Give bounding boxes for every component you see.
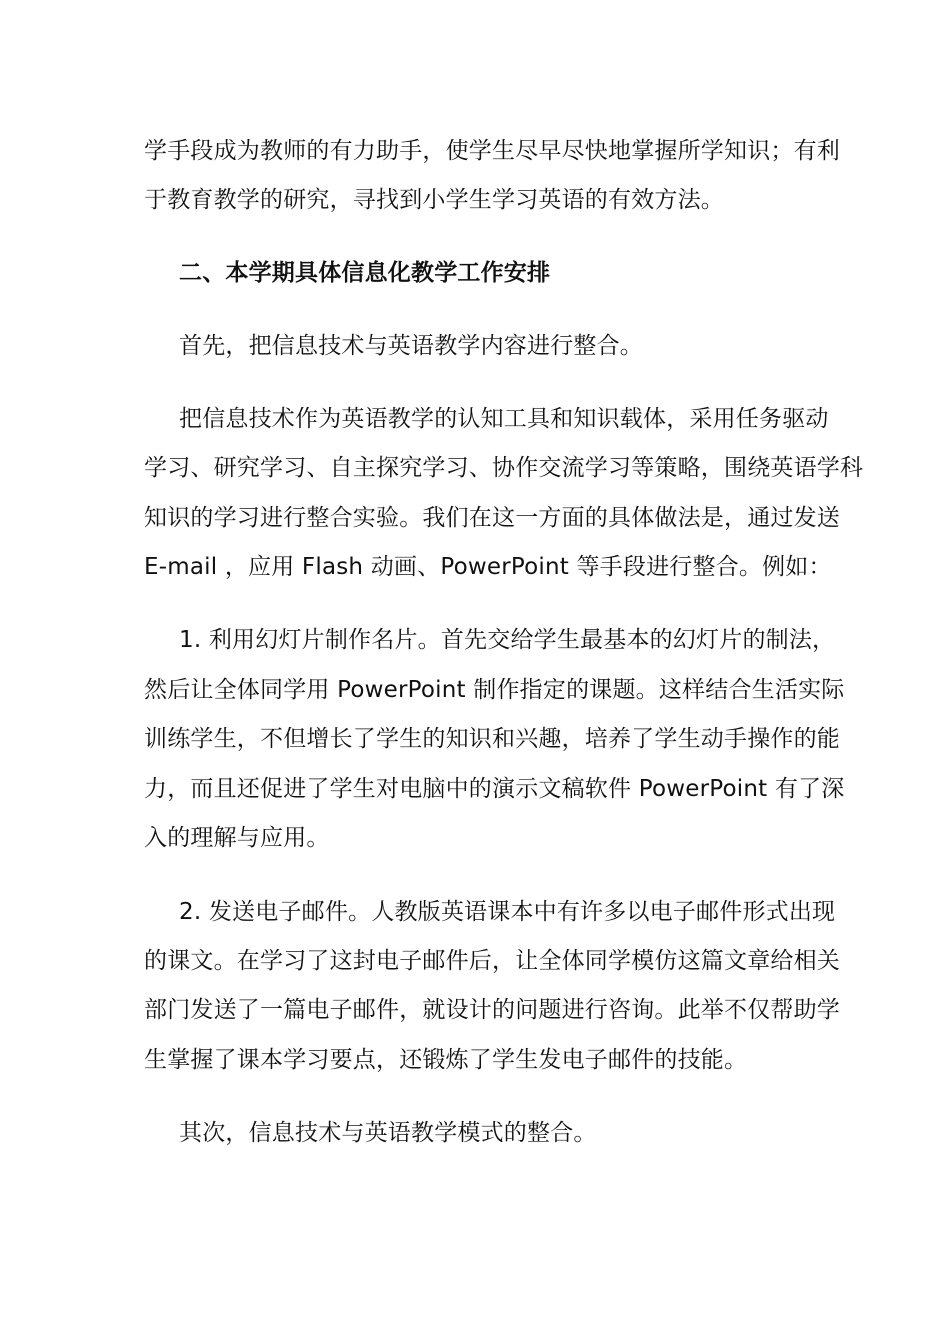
paragraph-5-line-1: 2. 发送电子邮件。人教版英语课本中有许多以电子邮件形式出现	[179, 899, 836, 925]
paragraph-1-line-2: 于教育教学的研究，寻找到小学生学习英语的有效方法。	[144, 187, 724, 213]
paragraph-2-line-1: 首先，把信息技术与英语教学内容进行整合。	[179, 333, 643, 359]
paragraph-4-line-4: 力，而且还促进了学生对电脑中的演示文稿软件 PowerPoint 有了深	[144, 776, 845, 802]
paragraph-1-line-1: 学手段成为教师的有力助手，使学生尽早尽快地掌握所学知识；有利	[144, 138, 840, 164]
paragraph-4-line-3: 训练学生，不但增长了学生的知识和兴趣，培养了学生动手操作的能	[144, 726, 840, 752]
paragraph-4-line-1: 1. 利用幻灯片制作名片。首先交给学生最基本的幻灯片的制法，	[179, 627, 836, 653]
paragraph-3-line-2: 学习、研究学习、自主探究学习、协作交流学习等策略，围绕英语学科	[144, 455, 864, 481]
section-heading: 二、本学期具体信息化教学工作安排	[179, 260, 551, 286]
paragraph-5-line-4: 生掌握了课本学习要点，还锻炼了学生发电子邮件的技能。	[144, 1047, 748, 1073]
paragraph-5-line-3: 部门发送了一篇电子邮件，就设计的问题进行咨询。此举不仅帮助学	[144, 997, 840, 1023]
paragraph-4-line-5: 入的理解与应用。	[144, 825, 330, 851]
paragraph-3-line-4: E-mail ，应用 Flash 动画、PowerPoint 等手段进行整合。例如：	[144, 554, 832, 580]
paragraph-6-line-1: 其次，信息技术与英语教学模式的整合。	[179, 1120, 597, 1146]
paragraph-3-line-3: 知识的学习进行整合实验。我们在这一方面的具体做法是，通过发送	[144, 505, 840, 531]
paragraph-3-line-1: 把信息技术作为英语教学的认知工具和知识载体，采用任务驱动	[179, 406, 829, 432]
paragraph-4-line-2: 然后让全体同学用 PowerPoint 制作指定的课题。这样结合生活实际	[144, 677, 845, 703]
paragraph-5-line-2: 的课文。在学习了这封电子邮件后，让全体同学模仿这篇文章给相关	[144, 948, 840, 974]
